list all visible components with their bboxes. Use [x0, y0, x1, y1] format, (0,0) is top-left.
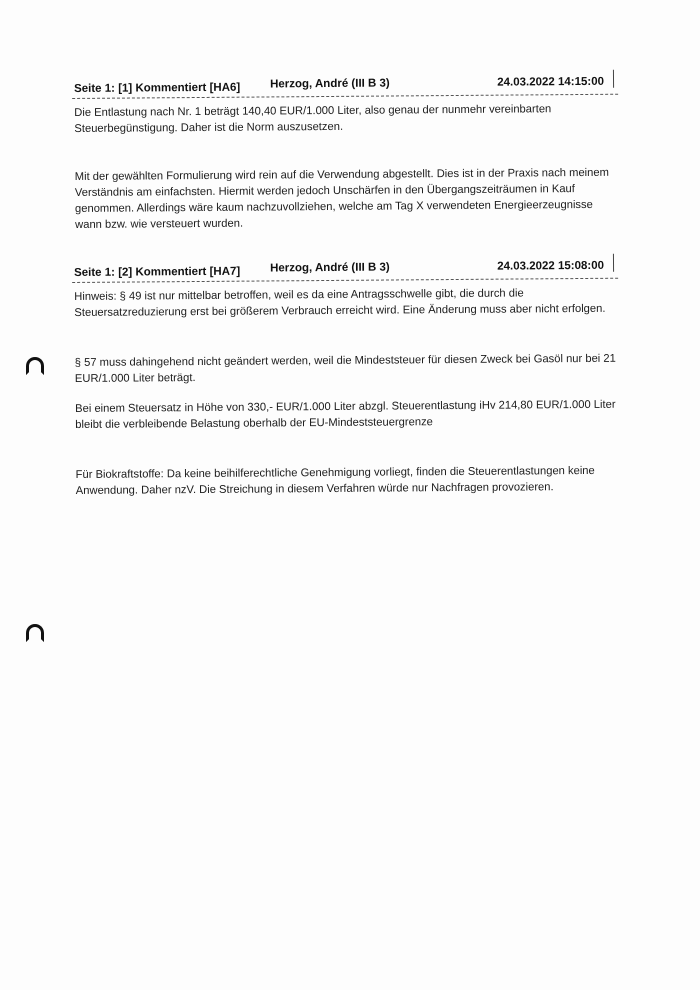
- comment-paragraph: Mit der gewählten Formulierung wird rein auf die Verwendung abgestellt. Dies ist in der Praxis nach meinem Verständnis am einfachsten. Hiermit werden jedoch Unschärfen in den Übergangszeiträumen in Kauf genommen. Allerdings wäre kaum nachzuvollziehen, welche am Tag X verwendeten Energieerzeugnisse wann bzw. wie versteuert wurden.: [74, 166, 609, 231]
- comment-paragraph: Hinweis: § 49 ist nur mittelbar betroffen, weil es da eine Antragsschwelle gibt, die durch die Steuersatzreduzierung erst bei größerem Verbrauch erreicht wird. Eine Änderung muss aber nicht erfolgen.: [74, 287, 606, 319]
- comment-author: Herzog, André (III B 3): [269, 77, 390, 91]
- comment-date: 24.03.2022 14:15:00: [497, 75, 605, 89]
- comment-ha6: [72, 76, 619, 233]
- header-edge-mark: [613, 254, 614, 272]
- comment-label: Seite 1: [1] Kommentiert [HA6]: [74, 81, 241, 95]
- comment-paragraph: § 57 muss dahingehend nicht geändert werden, weil die Mindeststeuer für diesen Zweck bei Gasöl nur bei 21 EUR/1.000 Liter beträgt.: [74, 352, 616, 385]
- header-edge-mark: [613, 70, 614, 88]
- comment-author: Herzog, André (III B 3): [269, 261, 390, 275]
- punch-hole-mark: [26, 624, 44, 642]
- punch-hole-mark: [26, 357, 44, 375]
- comment-date: 24.03.2022 15:08:00: [497, 259, 605, 273]
- comment-paragraph: Für Biokraftstoffe: Da keine beihilferechtliche Genehmigung vorliegt, finden die Steuerentlastungen keine Anwendung. Daher nzV. Die Streichung in diesem Verfahren würde nur Nachfragen provozieren.: [75, 464, 595, 497]
- comment-paragraph: Die Entlastung nach Nr. 1 beträgt 140,40 EUR/1.000 Liter, also genau der nunmehr vereinbarten Steuerbegünstigung. Daher ist die Norm auszusetzen.: [74, 103, 552, 135]
- comment-ha7: [72, 260, 620, 499]
- comment-paragraph: Bei einem Steuersatz in Höhe von 330,- EUR/1.000 Liter abzgl. Steuerentlastung iHv 214,80 EUR/1.000 Liter bleibt die verbleibende Belastung oberhalb der EU-Mindeststeuergrenze: [75, 398, 616, 431]
- comment-label: Seite 1: [2] Kommentiert [HA7]: [74, 265, 241, 279]
